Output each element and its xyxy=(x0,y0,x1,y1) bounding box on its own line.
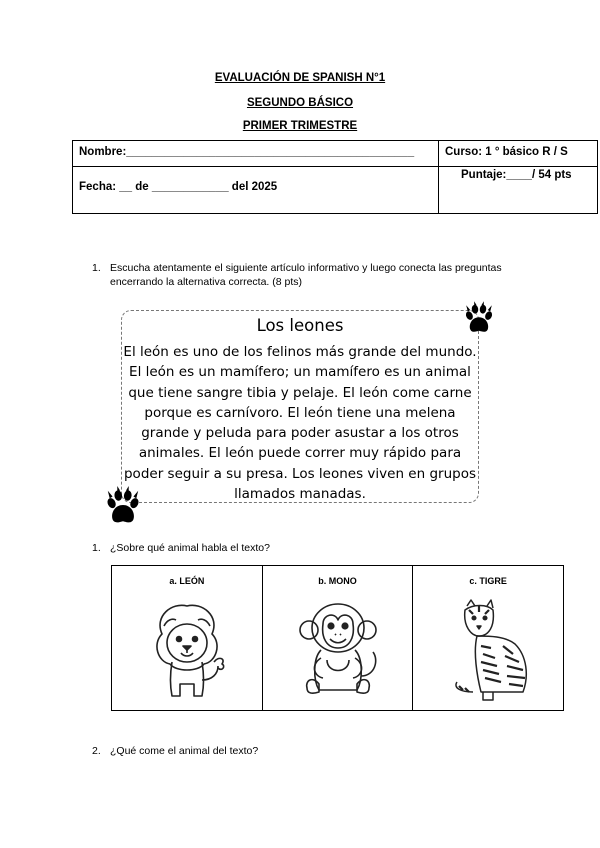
reading-body xyxy=(120,342,480,504)
title-evaluacion: EVALUACIÓN DE SPANISH N°1 xyxy=(214,72,386,84)
question-text: ¿Sobre qué animal habla el texto? xyxy=(110,542,270,554)
reading-line: poder seguir a su presa. Los leones viven en grupos xyxy=(123,465,476,482)
title-trimester: PRIMER TRIMESTRE xyxy=(242,120,358,132)
reading-line: porque es carnívoro. El león tiene una melena xyxy=(144,404,456,421)
option-label: b. MONO xyxy=(318,576,357,586)
reading-line: llamados manadas. xyxy=(234,486,366,503)
title-grade: SEGUNDO BÁSICO xyxy=(246,97,354,109)
reading-line: El león es uno de los felinos más grande del mundo. xyxy=(123,344,477,360)
paw-print-icon xyxy=(463,301,495,335)
reading-line: El león es un mamífero; un mamífero es un animal xyxy=(129,364,471,381)
option-label: a. LEÓN xyxy=(169,576,205,586)
reading-title: Los leones xyxy=(256,316,344,335)
monkey-icon xyxy=(283,596,393,706)
instruction-line-1: Escucha atentamente el siguiente artículo informativo y luego conecta las preguntas xyxy=(110,262,502,274)
reading-line: grande y peluda para poder asustar a los otros xyxy=(141,425,459,442)
option-b-mono[interactable] xyxy=(263,566,414,710)
reading-line: que tiene sangre tibia y pelaje. El león come carne xyxy=(128,384,472,401)
table-divider-vertical xyxy=(438,141,439,213)
tiger-icon xyxy=(433,596,543,706)
option-c-tigre[interactable] xyxy=(413,566,563,710)
student-info-table xyxy=(72,140,598,214)
table-divider-horizontal xyxy=(73,166,597,167)
reading-text-box xyxy=(121,310,479,503)
paw-print-icon xyxy=(104,485,142,527)
fecha-field[interactable]: Fecha: __ de ____________ del 2025 xyxy=(79,181,278,193)
puntaje-field: Puntaje:____/ 54 pts xyxy=(461,169,572,181)
answer-options-table xyxy=(111,565,564,711)
instruction-line-2: encerrando la alternativa correcta. (8 pts) xyxy=(110,276,303,288)
nombre-field[interactable]: Nombre:_____________________________________________ xyxy=(79,146,415,158)
instruction-number: 1. xyxy=(92,262,101,274)
question-text: ¿Qué come el animal del texto? xyxy=(110,745,259,757)
option-a-leon[interactable] xyxy=(112,566,263,710)
question-number: 1. xyxy=(92,542,101,554)
reading-line: animales. El león puede correr muy rápido para xyxy=(138,445,462,462)
curso-label: Curso: 1 ° básico R / S xyxy=(445,146,568,158)
option-label: c. TIGRE xyxy=(469,576,507,586)
lion-icon xyxy=(132,596,242,706)
question-number: 2. xyxy=(92,745,101,757)
